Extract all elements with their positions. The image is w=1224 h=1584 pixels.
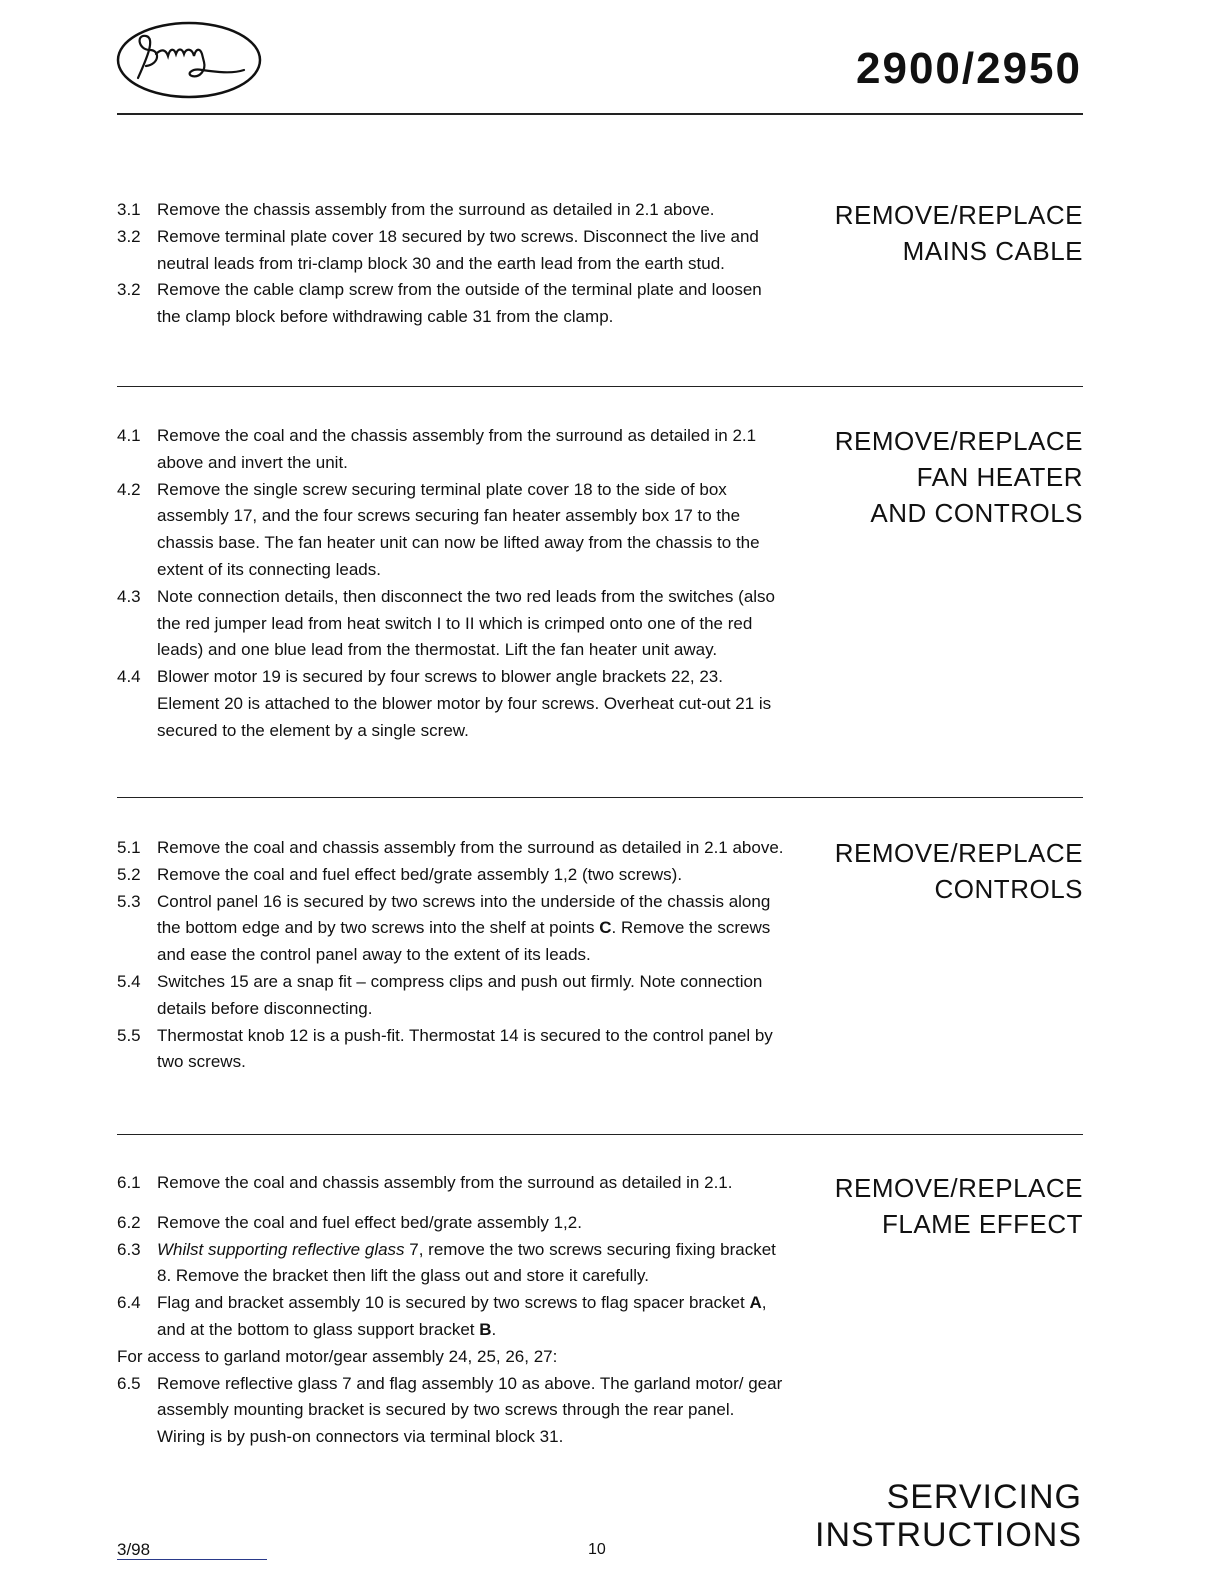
steps-list <box>117 1170 787 1451</box>
steps-list <box>117 197 787 331</box>
step: 6.1 Remove the coal and chassis assembly from the surround as detailed in 2.1. <box>117 1173 733 1192</box>
step: 3.1 Remove the chassis assembly from the surround as detailed in 2.1 above. <box>117 200 715 219</box>
header-divider <box>117 113 1083 115</box>
section-divider <box>117 386 1083 387</box>
section-divider <box>117 797 1083 798</box>
step: 6.4 Flag and bracket assembly 10 is secured by two screws to flag spacer bracket A, and at the bottom to glass support bracket B. <box>117 1293 767 1339</box>
step: 3.2 Remove the cable clamp screw from the outside of the terminal plate and loosen the clamp block before withdrawing cable 31 from the clamp. <box>117 280 762 327</box>
berry-logo <box>116 20 262 100</box>
footer-underline <box>117 1559 267 1560</box>
step: 4.1 Remove the coal and the chassis assembly from the surround as detailed in 2.1 above and invert the unit. <box>117 426 757 472</box>
section-heading: REMOVE/REPLACE CONTROLS <box>834 838 1083 904</box>
step: 5.5 Thermostat knob 12 is a push-fit. Thermostat 14 is secured to the control panel by two screws. <box>117 1025 773 1072</box>
step: 5.1 Remove the coal and chassis assembly from the surround as detailed in 2.1 above. <box>117 838 784 857</box>
step: 6.2 Remove the coal and fuel effect bed/grate assembly 1,2. <box>117 1212 582 1232</box>
access-note: For access to garland motor/gear assembly 24, 25, 26, 27: <box>117 1346 558 1366</box>
steps-list <box>117 835 787 1076</box>
page-number: 10 <box>588 1541 606 1558</box>
step: 4.4 Blower motor 19 is secured by four screws to blower angle brackets 22, 23. Element 20 is attached to the blower motor by four screws. Overheat cut-out 21 is secured to the element by a single screw. <box>117 667 772 740</box>
step: 3.2 Remove terminal plate cover 18 secured by two screws. Disconnect the live and neutral leads from tri-clamp block 30 and the earth lead from the earth stud. <box>117 226 759 273</box>
step: 5.4 Switches 15 are a snap fit – compress clips and push out firmly. Note connection details before disconnecting. <box>117 971 763 1018</box>
step: 6.3 Whilst supporting reflective glass 7, remove the two screws securing fixing bracket 8. Remove the bracket then lift the glass out and store it carefully. <box>117 1239 776 1286</box>
step: 5.3 Control panel 16 is secured by two screws into the underside of the chassis along the bottom edge and by two screws into the shelf at points C. Remove the screws and ease the control panel away to the extent of its leads. <box>117 891 771 965</box>
model-number: 2900/2950 <box>856 44 1082 93</box>
section-heading: REMOVE/REPLACE FLAME EFFECT <box>834 1173 1083 1239</box>
steps-list <box>117 423 787 745</box>
step: 4.3 Note connection details, then disconnect the two red leads from the switches (also the red jumper lead from heat switch I to II which is crimped onto one of the red leads) and one blue lead from the thermostat. Lift the fan heater unit away. <box>117 586 776 660</box>
footer-date: 3/98 <box>117 1540 151 1559</box>
section-heading: REMOVE/REPLACE FAN HEATER AND CONTROLS <box>834 426 1083 528</box>
section-heading: REMOVE/REPLACE MAINS CABLE <box>834 200 1083 266</box>
step: 4.2 Remove the single screw securing terminal plate cover 18 to the side of box assembly 17, and the four screws securing fan heater assembly box 17 to the chassis base. The fan heater unit can now be lifted away from the chassis to the extent of its connecting leads. <box>117 479 760 579</box>
section-divider <box>117 1134 1083 1135</box>
step: 5.2 Remove the coal and fuel effect bed/grate assembly 1,2 (two screws). <box>117 864 683 884</box>
step: 6.5 Remove reflective glass 7 and flag assembly 10 as above. The garland motor/ gear assembly mounting bracket is secured by two screws through the rear panel. Wiring is by push-on connectors via terminal block 31. <box>117 1373 783 1447</box>
servicing-instructions-title: SERVICING INSTRUCTIONS <box>815 1478 1082 1554</box>
